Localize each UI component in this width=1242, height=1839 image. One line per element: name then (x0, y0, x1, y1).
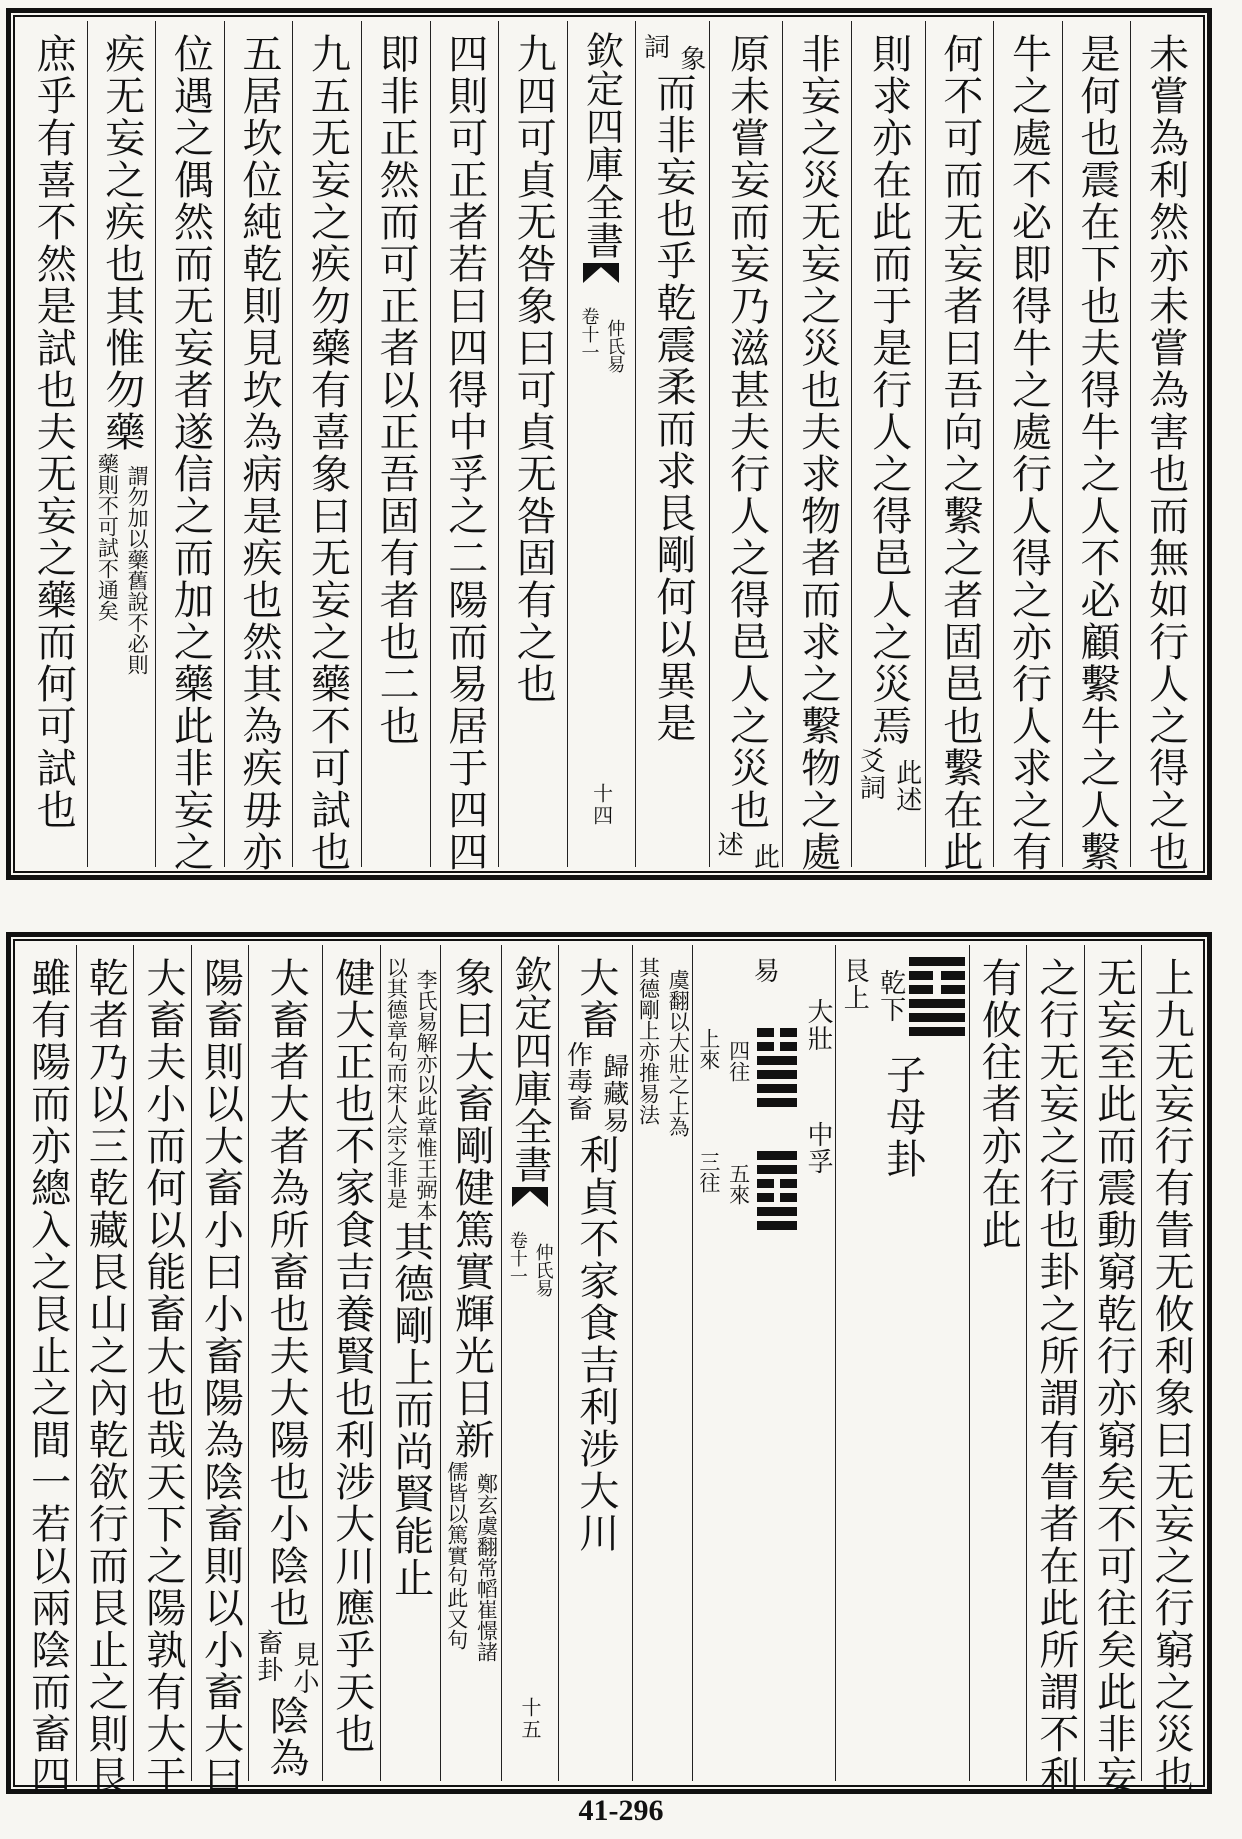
text-column (440, 945, 500, 1781)
column-content (633, 945, 692, 1137)
column-text: 未嘗為利然亦未嘗為害也而無如行人之得之也 (1142, 33, 1189, 873)
annotation-line: 此 (749, 843, 780, 870)
hexagram-line (757, 1098, 797, 1107)
column-text: 五居坎位純乾則見坎為病是疾也然其為疾毋亦 (235, 33, 282, 873)
column-text: 陽畜則以大畜小曰小畜陽為陰畜則以小畜大曰 (197, 957, 244, 1797)
annotation-line: 虞翻以大壯之上為 (666, 969, 691, 1137)
hexagram-line (757, 1056, 797, 1065)
volume-info-line: 卷十一 (578, 307, 600, 361)
annotation (633, 957, 692, 1137)
gutter-content (502, 945, 559, 1297)
column-text: 大畜者大者為所畜也夫大陽也小陰也 (263, 957, 310, 1629)
column-text: 大畜夫小而何以能畜大也哉天下之陽孰有大于 (139, 957, 186, 1797)
annotation (249, 1629, 322, 1695)
fish-tail-mark-icon (512, 1191, 548, 1209)
line-move-note-line: 三往 (696, 1151, 721, 1193)
hexagram-line (757, 1042, 797, 1051)
text-column (925, 21, 994, 873)
annotation-line: 其德剛上亦推易法 (636, 957, 661, 1125)
column-text: 何不可而无妄者曰吾向之繫之者固邑也繫在此 (936, 33, 983, 873)
book-title: 欽定四庫全書 (579, 31, 624, 259)
column-text: 是何也震在下也夫得牛之人不必顧繫牛之人繫 (1074, 33, 1121, 873)
hexagram-transformation (693, 945, 835, 1230)
lower-page (6, 932, 1212, 1797)
text-column (709, 21, 783, 870)
annotation (441, 1461, 500, 1662)
column-content (88, 21, 156, 675)
hexagram-caption: 子母卦 (879, 1054, 926, 1180)
annotation-line: 象 (675, 45, 706, 72)
hexagram-line (909, 999, 965, 1008)
trigram-label (836, 957, 909, 1036)
column-text: 乾者乃以三乾藏艮山之內乾欲行而艮止之則艮 (82, 957, 129, 1797)
trigram-label-line: 乾下 (875, 969, 906, 1023)
hexagram-line (909, 957, 965, 966)
column-content (783, 21, 851, 873)
folio-number: 十五 (518, 1697, 543, 1741)
column-text: 位遇之偶然而无妄者遂信之而加之藥此非妄之 (167, 33, 214, 873)
annotation-line: 作毒畜 (562, 1041, 593, 1122)
annotation-line: 以其德章句而宋人宗之非是 (384, 957, 409, 1209)
hexagram-line (757, 1179, 797, 1188)
column-text: 无妄至此而震動窮乾行亦窮矣不可往矣此非妄 (1090, 957, 1137, 1797)
lower-columns (19, 945, 1199, 1797)
column-text: 則求亦在此而于是行人之得邑人之災焉 (865, 33, 912, 747)
column-text: 牛之處不必即得牛之處行人得之亦行人求之有 (1005, 33, 1052, 873)
annotation-line: 見小 (289, 1641, 320, 1695)
annotation-line: 此述 (891, 759, 922, 813)
column-text: 庶乎有喜不然是試也夫无妄之藥而何可試也 (30, 33, 77, 831)
hexagram-line (909, 1027, 965, 1036)
text-column (782, 21, 851, 873)
folio (568, 783, 636, 827)
text-column (361, 21, 430, 867)
annotation (710, 831, 783, 870)
gutter-content (568, 21, 636, 373)
gutter-column (501, 945, 559, 1781)
text-column (1141, 945, 1199, 1797)
hexagram-line (757, 1084, 797, 1093)
text-column (635, 21, 709, 867)
column-text: 雖有陽而亦總入之艮止之間一若以兩陰而畜四 (24, 957, 71, 1797)
text-column (1026, 945, 1084, 1797)
volume-info-line: 仲氏易 (604, 319, 626, 373)
text-column (993, 21, 1062, 873)
text-column (430, 21, 499, 873)
volume-info (504, 1231, 556, 1297)
hexagram-symbol-icon (909, 957, 965, 1036)
column-text: 之行无妄之行也卦之所謂有眚者在此所謂不利 (1032, 957, 1079, 1797)
text-column (322, 945, 380, 1781)
line-move-note (693, 1151, 752, 1205)
trigram-label-line: 艮上 (839, 957, 870, 1011)
annotation-line: 鄭玄虞翻常幍崔憬諸 (474, 1473, 499, 1662)
folio (502, 1697, 559, 1741)
source-hexagram (693, 998, 835, 1107)
line-move-note-line: 五來 (726, 1163, 751, 1205)
folio-number: 十四 (589, 783, 614, 827)
column-content (710, 21, 783, 870)
text-column (1130, 21, 1199, 873)
column-text: 健大正也不家食吉養賢也利涉大川應乎天也 (328, 957, 375, 1755)
annotation (636, 33, 709, 72)
annotation (852, 747, 925, 813)
text-column (380, 945, 440, 1781)
line-move-note (693, 1028, 752, 1082)
column-text: 象曰大畜剛健篤實輝光日新 (448, 957, 495, 1461)
text-column (1084, 945, 1142, 1797)
page-number: 41-296 (578, 1794, 664, 1827)
column-text: 九四可貞无咎象曰可貞无咎固有之也 (510, 33, 557, 705)
line-move-note-line: 上來 (696, 1028, 721, 1070)
text-column (558, 945, 632, 1781)
text-column (191, 945, 249, 1797)
annotation-line: 李氏易解亦以此章惟王弼本 (414, 969, 439, 1221)
text-column (969, 945, 1027, 1781)
hexagram-line (757, 1193, 797, 1202)
text-column (692, 945, 835, 1781)
source-hexagram (693, 1121, 835, 1230)
column-text: 原未嘗妄而妄乃滋甚夫行人之得邑人之災也 (723, 33, 770, 831)
annotation (92, 453, 151, 675)
annotation-line: 歸藏易 (598, 1053, 629, 1134)
hexagram-symbol-icon (757, 1028, 797, 1107)
column-content (381, 945, 440, 1599)
column-content (441, 945, 500, 1662)
transformation-label: 易 (749, 957, 780, 984)
hexagram-symbol-icon (757, 1151, 797, 1230)
column-text: 其德剛上而尚賢能止 (387, 1221, 434, 1599)
hexagram-line (757, 1207, 797, 1216)
annotation (381, 957, 440, 1221)
column-text: 而非妄也乎乾震柔而求艮剛何以異是 (649, 72, 696, 744)
upper-columns (19, 21, 1199, 873)
text-column (87, 21, 156, 867)
volume-info-line: 卷十一 (506, 1231, 528, 1285)
column-text: 九五无妄之疾勿藥有喜象曰无妄之藥不可試也 (304, 33, 351, 873)
column-text: 非妄之災无妄之災也夫求物者而求之繫物之處 (794, 33, 841, 873)
text-column (1062, 21, 1131, 873)
hexagram-line (757, 1070, 797, 1079)
text-column (248, 945, 322, 1781)
trigram-labels (836, 957, 969, 1036)
hexagram-line (909, 971, 965, 980)
hexagram-line (757, 1028, 797, 1037)
hexagram-line (757, 1151, 797, 1160)
text-column (133, 945, 191, 1797)
volume-info (576, 307, 628, 373)
annotation-line: 儒皆以篤實句此又句 (444, 1461, 469, 1650)
column-content (249, 945, 322, 1779)
source-hexagram-name: 大壯 (802, 998, 833, 1052)
column-text: 大畜 (572, 957, 619, 1041)
text-column (292, 21, 361, 873)
gutter-column (567, 21, 636, 867)
hexagram-line (909, 1013, 965, 1022)
column-text: 疾无妄之疾也其惟勿藥 (98, 33, 145, 453)
annotation-line: 謂勿加以藥舊說不必則 (125, 465, 150, 675)
column-content (636, 21, 709, 744)
hexagram-line (757, 1165, 797, 1174)
text-column (19, 21, 87, 867)
annotation-line: 爻詞 (855, 747, 886, 801)
source-hexagram-name: 中孚 (802, 1121, 833, 1175)
text-column (19, 945, 76, 1797)
volume-info-line: 仲氏易 (532, 1243, 554, 1297)
annotation-line: 詞 (639, 33, 670, 60)
annotation (559, 1041, 632, 1134)
text-column (851, 21, 925, 867)
annotation-line: 述 (713, 831, 744, 858)
annotation-line: 畜卦 (252, 1629, 283, 1683)
text-column (155, 21, 224, 873)
text-column (498, 21, 567, 867)
upper-page (6, 8, 1212, 880)
column-content (852, 21, 925, 813)
text-column (835, 945, 969, 1781)
fish-tail-mark-icon (583, 267, 619, 285)
column-text: 即非正然而可正者以正吾固有者也二也 (373, 33, 420, 747)
text-column (632, 945, 692, 1781)
annotation-line: 藥則不可試不通矣 (95, 453, 120, 621)
hexagram-line (909, 985, 965, 994)
column-text: 上九无妄行有眚无攸利象曰无妄之行窮之災也 (1148, 957, 1195, 1797)
column-text: 陰為 (263, 1695, 310, 1779)
line-move-note-line: 四往 (726, 1040, 751, 1082)
hexagram-heading (836, 945, 969, 1180)
hexagram-line (757, 1221, 797, 1230)
column-text: 利貞不家食吉利涉大川 (572, 1134, 619, 1554)
text-column (76, 945, 134, 1797)
column-text: 有攸往者亦在此 (975, 957, 1022, 1251)
book-title: 欽定四庫全書 (507, 955, 552, 1183)
column-text: 四則可正者若曰四得中孚之二陽而易居于四四 (441, 33, 488, 873)
column-content (559, 945, 632, 1554)
text-column (224, 21, 293, 873)
